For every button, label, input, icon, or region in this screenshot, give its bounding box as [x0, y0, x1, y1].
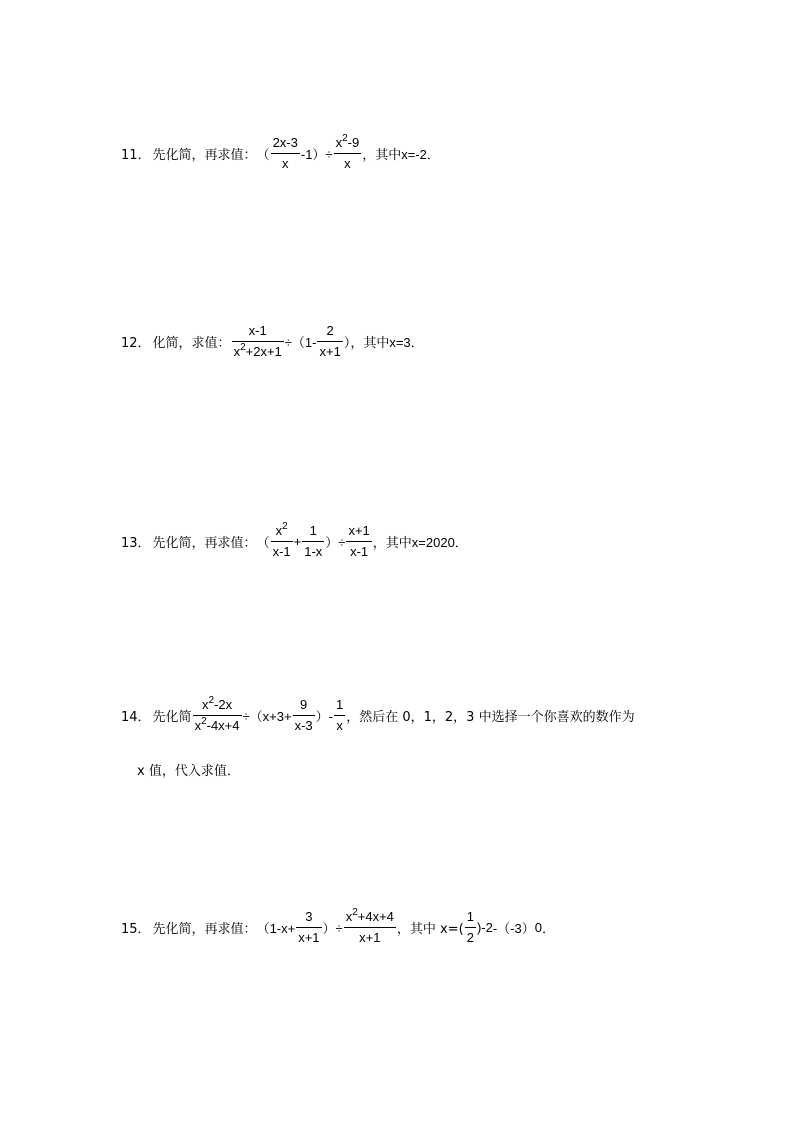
fraction — [317, 324, 342, 359]
condition: x=2020． — [411, 535, 468, 550]
numerator: $x^2-9$ — [335, 133, 360, 150]
condition-prefix: ，其中 x=( — [396, 922, 464, 937]
operator: ）÷ — [322, 921, 343, 936]
operator: -（-3） — [492, 921, 535, 936]
fraction — [346, 524, 371, 559]
denominator: $x^2-4x+4$ — [194, 716, 240, 733]
open-paren: （ — [256, 535, 270, 550]
denominator: x-1 — [272, 544, 291, 559]
denominator: x+1 — [298, 930, 320, 945]
problem-12 — [121, 324, 424, 359]
fraction — [465, 910, 476, 945]
numerator: 1 — [335, 697, 344, 712]
operator: ÷（1- — [284, 335, 317, 350]
denominator: x+1 — [359, 930, 381, 945]
end-mark: ． — [541, 921, 555, 936]
problem-number: 13． — [121, 536, 151, 551]
problem-instruction: 先化简，再求值： — [152, 536, 257, 551]
problem-number: 11． — [121, 148, 151, 163]
numerator: 3 — [305, 909, 313, 924]
numerator: 2x-3 — [272, 135, 298, 150]
problem-instruction: 先化简，再求值： — [152, 148, 257, 163]
numerator: 2 — [326, 323, 334, 338]
denominator: x-1 — [350, 544, 369, 559]
operator: -1）÷ — [300, 147, 333, 162]
condition-prefix: ，其中 — [362, 148, 402, 163]
condition: x=-2． — [401, 147, 440, 162]
fraction — [302, 524, 324, 559]
denominator: x — [336, 718, 343, 733]
problem-15: 15． 先化简，再求值： （1-x+ $\frac{3}{x+1}$ ）÷ $\frac{x^2+4x+4}{x+1}$ ，其中 x=( $\frac{1}{2}$ ) -2 -（-3） 0 ． — [121, 907, 555, 945]
fraction — [334, 698, 345, 733]
fraction — [296, 910, 321, 945]
fraction — [334, 133, 362, 171]
problem-tail: ，然后在 0，1，2，3 中选择一个你喜欢的数作为 — [346, 710, 635, 725]
numerator: 1 — [466, 909, 474, 924]
condition: x=3． — [389, 335, 424, 350]
fraction — [344, 907, 396, 945]
operator: （1-x+ — [256, 921, 296, 936]
condition-prefix: ，其中 — [372, 536, 412, 551]
numerator: x+1 — [348, 523, 370, 538]
fraction — [271, 521, 293, 559]
fraction — [232, 324, 284, 359]
numerator: $x^2-2x$ — [201, 695, 233, 712]
problem-number: 15． — [121, 922, 151, 937]
numerator: $x^2+4x+4$ — [345, 907, 394, 924]
problem-14-continuation: x 值，代入求值． — [137, 764, 240, 779]
operator: ）÷ — [325, 535, 346, 550]
condition-prefix: ），其中 — [343, 336, 390, 351]
denominator: $x^2+2x+1$ — [233, 342, 282, 359]
problem-instruction: 先化简，再求值： — [152, 922, 257, 937]
problem-number: 12． — [121, 336, 151, 351]
operator: ÷（x+3+ — [242, 709, 292, 724]
denominator: 2 — [466, 930, 474, 945]
close-paren: ) — [476, 920, 482, 935]
denominator: x-3 — [294, 718, 313, 733]
problem-13 — [121, 521, 468, 559]
open-paren: （ — [256, 147, 270, 162]
problem-instruction: 化简，求值： — [152, 336, 231, 351]
numerator: 1 — [309, 523, 317, 538]
denominator: x — [344, 156, 351, 171]
problem-number: 14． — [121, 710, 151, 725]
fraction — [193, 695, 242, 733]
denominator: x — [281, 156, 289, 171]
denominator: x+1 — [319, 344, 341, 359]
fraction — [293, 698, 315, 733]
problem-instruction: 先化简 — [152, 710, 192, 725]
numerator: x-1 — [248, 323, 267, 338]
fraction — [271, 136, 300, 171]
problem-14 — [121, 695, 635, 733]
operator: + — [293, 534, 302, 549]
numerator: 9 — [299, 697, 308, 712]
operator: ）- — [315, 709, 333, 724]
denominator: 1-x — [304, 544, 323, 559]
problem-11 — [121, 133, 440, 171]
numerator: $x^2$ — [275, 521, 288, 538]
